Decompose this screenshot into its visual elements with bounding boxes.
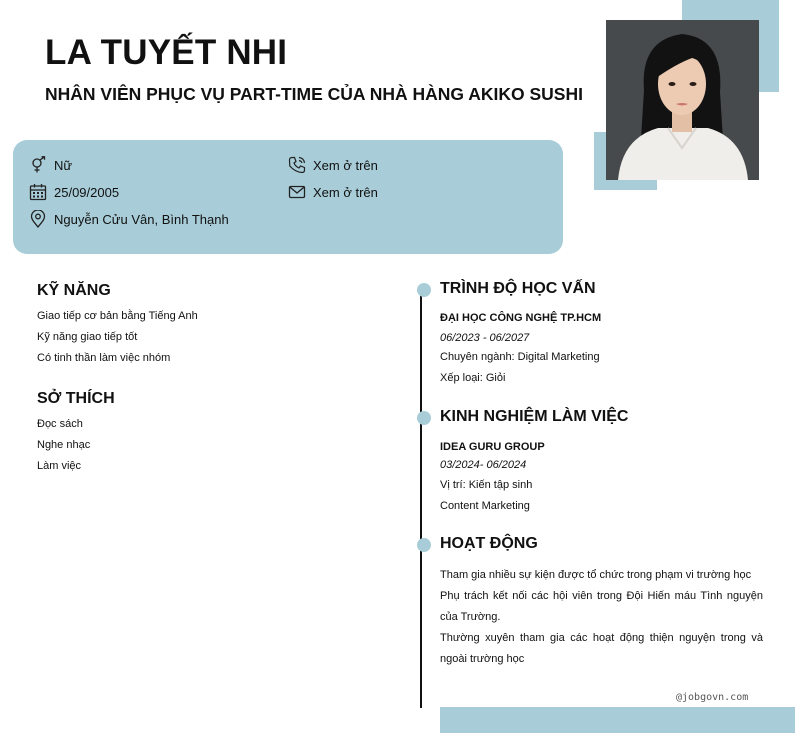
profile-photo [606,20,759,180]
email-text: Xem ở trên [313,184,378,200]
activities-title: HOẠT ĐỘNG [440,535,538,552]
education-title: TRÌNH ĐỘ HỌC VẤN [440,280,596,297]
contact-email[interactable] [288,183,378,201]
decor-block-bottom [440,707,795,733]
gender-text: Nữ [54,157,73,173]
experience-detail: Content Marketing [440,500,530,512]
activities-list [440,565,763,670]
education-period: 06/2023 - 06/2027 [440,332,530,344]
gender-icon [29,156,47,174]
experience-company: IDEA GURU GROUP [440,441,545,453]
activity-line: Thường xuyên tham gia các hoạt động thiện nguyện trong và ngoài trường học [440,632,763,665]
profile-portrait-icon [606,20,759,180]
education-school: ĐẠI HỌC CÔNG NGHỆ TP.HCM [440,312,602,324]
experience-period: 03/2024- 06/2024 [440,459,527,471]
education-major: Chuyên ngành: Digital Marketing [440,351,600,363]
watermark-text: @jobgovn.com [676,692,749,703]
timeline-dot-experience [417,411,431,425]
experience-title: KINH NGHIỆM LÀM VIỆC [440,408,629,425]
timeline-line [420,290,422,708]
contact-birthday [29,183,119,201]
mail-icon [288,183,306,201]
skill-item: Kỹ năng giao tiếp tốt [37,331,138,343]
candidate-name: LA TUYẾT NHI [45,33,288,72]
calendar-icon [29,183,47,201]
contact-phone[interactable] [288,156,378,174]
activity-line: Tham gia nhiều sự kiện được tổ chức trong phạm vi trường học [440,569,752,581]
timeline-dot-education [417,283,431,297]
skill-item: Giao tiếp cơ bản bằng Tiếng Anh [37,310,198,322]
skills-title: KỸ NĂNG [37,282,111,299]
activity-line: Phụ trách kết nối các hội viên trong Đội Hiến máu Tình nguyện của Trường. [440,590,763,623]
address-text: Nguyễn Cửu Vân, Bình Thạnh [54,211,229,227]
phone-icon [288,156,306,174]
birthday-text: 25/09/2005 [54,184,120,200]
phone-text: Xem ở trên [313,157,378,173]
location-pin-icon [29,210,47,228]
experience-role: Vị trí: Kiến tập sinh [440,479,533,491]
skill-item: Có tinh thần làm việc nhóm [37,352,171,364]
hobbies-title: SỞ THÍCH [37,390,115,407]
hobby-item: Nghe nhạc [37,439,91,451]
timeline-dot-activities [417,538,431,552]
contact-gender [29,156,72,174]
hobby-item: Đọc sách [37,418,83,430]
education-rank: Xếp loại: Giỏi [440,372,506,384]
job-position: NHÂN VIÊN PHỤC VỤ PART-TIME CỦA NHÀ HÀNG AKIKO SUSHI [45,84,583,104]
hobby-item: Làm việc [37,460,82,472]
contact-address [29,210,229,228]
